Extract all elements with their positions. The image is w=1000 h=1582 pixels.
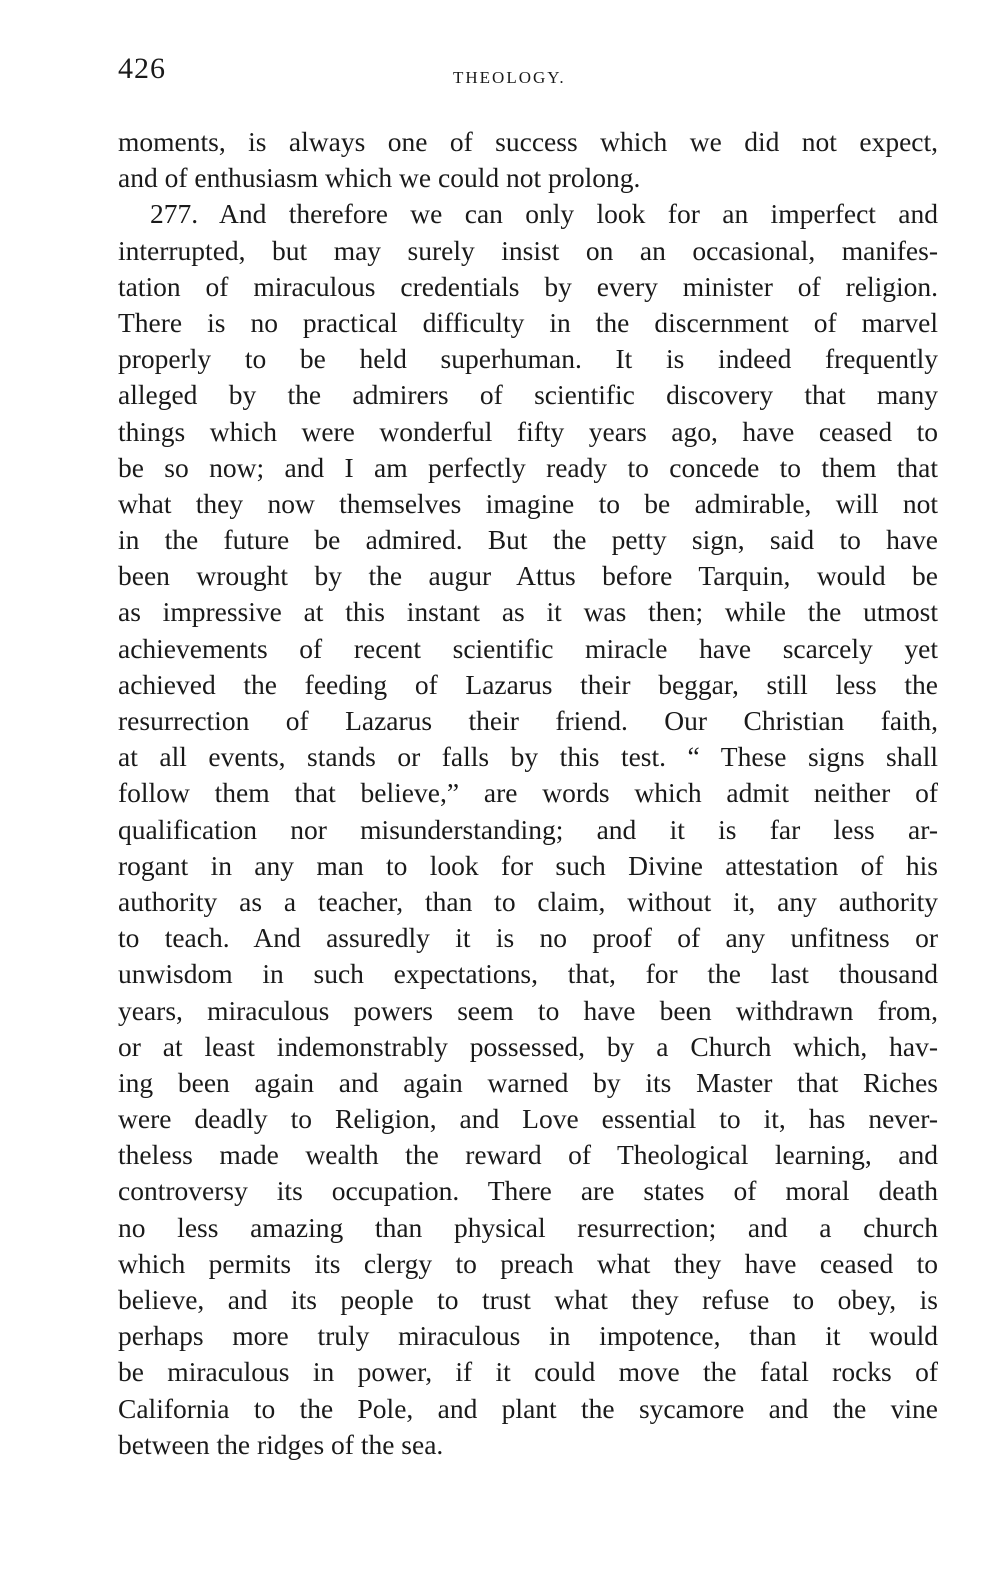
text-line: follow them that believe,” are words which admit neither of <box>118 777 938 809</box>
text-line: moments, is always one of success which we did not expect, <box>118 126 938 157</box>
text-line: what they now themselves imagine to be admirable, will not <box>118 487 938 519</box>
text-line: theless made wealth the reward of Theological learning, and <box>118 1139 938 1171</box>
text-line: and of enthusiasm which we could not prolong. <box>118 162 641 194</box>
text-line: perhaps more truly miraculous in impotence, than it would <box>118 1320 938 1352</box>
text-line: at all events, stands or falls by this test. “ These signs shall <box>118 741 938 773</box>
text-line: There is no practical difficulty in the discernment of marvel <box>118 306 938 338</box>
text-line: or at least indemonstrably possessed, by a Church which, hav- <box>118 1030 938 1062</box>
text-line: be so now; and I am perfectly ready to concede to them that <box>118 451 938 483</box>
page-number: 426 <box>118 52 166 85</box>
text-line: been wrought by the augur Attus before Tarquin, would be <box>118 560 938 592</box>
text-line: years, miraculous powers seem to have been withdrawn from, <box>118 994 938 1026</box>
text-line: tation of miraculous credentials by every minister of religion. <box>118 270 938 302</box>
text-line: properly to be held superhuman. It is indeed frequently <box>118 343 938 375</box>
text-line: authority as a teacher, than to claim, without it, any authority <box>118 885 938 917</box>
text-line: achieved the feeding of Lazarus their beggar, still less the <box>118 668 938 700</box>
text-line: be miraculous in power, if it could move the fatal rocks of <box>118 1356 938 1388</box>
paragraph-first-line: 277. And therefore we can only look for an imperfect and <box>150 198 938 230</box>
text-line: were deadly to Religion, and Love essential to it, has never- <box>118 1103 938 1135</box>
running-head: THEOLOGY. <box>453 68 566 87</box>
text-line: interrupted, but may surely insist on an occasional, manifes- <box>118 234 938 266</box>
text-line: California to the Pole, and plant the sycamore and the vine <box>118 1392 938 1424</box>
text-line: ing been again and again warned by its Master that Riches <box>118 1066 938 1098</box>
text-line: no less amazing than physical resurrection; and a church <box>118 1211 938 1243</box>
text-line: achievements of recent scientific miracle have scarcely yet <box>118 632 938 664</box>
text-line: qualification nor misunderstanding; and it is far less ar- <box>118 813 938 845</box>
page-header <box>118 52 938 96</box>
text-line: rogant in any man to look for such Divine attestation of his <box>118 849 938 881</box>
text-line: believe, and its people to trust what they refuse to obey, is <box>118 1284 938 1315</box>
text-line: between the ridges of the sea. <box>118 1428 444 1460</box>
text-line: things which were wonderful fifty years ago, have ceased to <box>118 415 938 447</box>
text-line: resurrection of Lazarus their friend. Our Christian faith, <box>118 705 938 736</box>
text-line: as impressive at this instant as it was then; while the utmost <box>118 596 938 628</box>
text-line: to teach. And assuredly it is no proof of any unfitness or <box>118 922 938 954</box>
text-line: controversy its occupation. There are states of moral death <box>118 1175 938 1207</box>
text-line: unwisdom in such expectations, that, for the last thousand <box>118 958 938 990</box>
body-text <box>118 124 938 1463</box>
text-line: alleged by the admirers of scientific discovery that many <box>118 379 938 411</box>
text-line: which permits its clergy to preach what they have ceased to <box>118 1247 938 1279</box>
text-line: in the future be admired. But the petty sign, said to have <box>118 524 938 556</box>
